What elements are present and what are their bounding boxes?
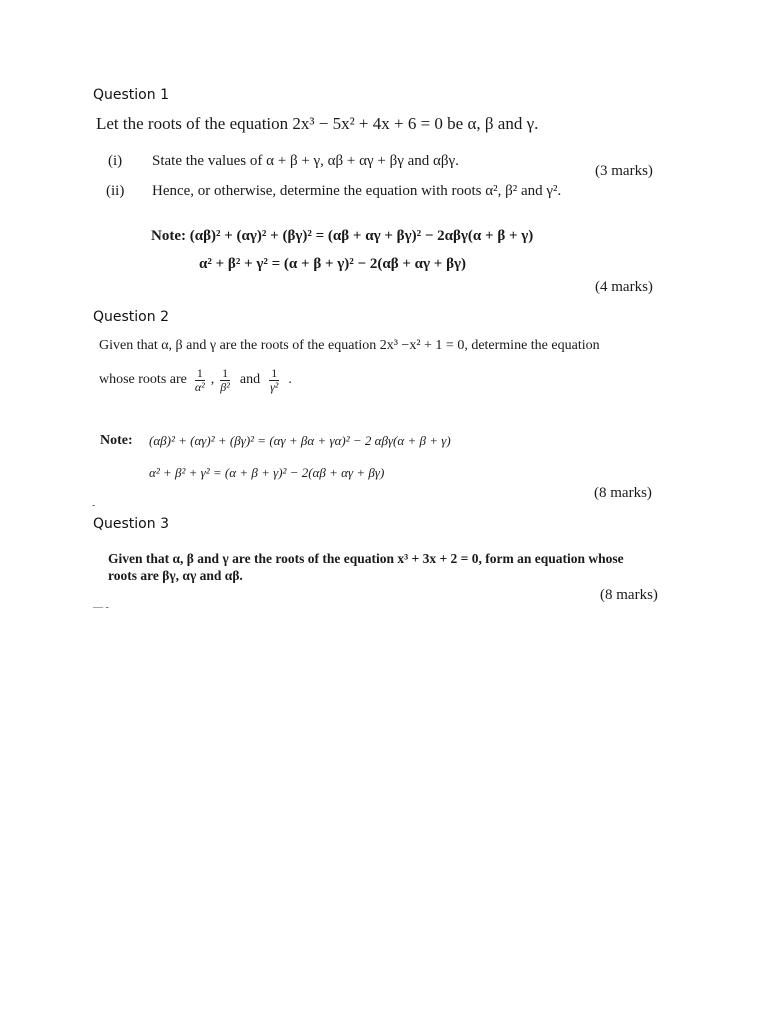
- q2-line-2: whose roots are $\frac{1}{\text{α²}}$ , $\frac{1}{\text{β²}}$ and $\frac{1}{\text{γ²}}$ .: [99, 365, 292, 394]
- q3-line-1: Given that α, β and γ are the roots of the equation x³ + 3x + 2 = 0, form an equation whose: [108, 551, 624, 566]
- q2-line-2-prefix: whose roots are: [99, 372, 187, 387]
- question-1-heading: Question 1: [93, 87, 169, 103]
- q1-intro: Let the roots of the equation 2x³ − 5x² + 4x + 6 = 0 be α, β and γ.: [96, 114, 539, 133]
- fraction-numerator: 1: [222, 365, 229, 380]
- q1-note-line-2: α² + β² + γ² = (α + β + γ)² − 2(αβ + αγ + βγ): [199, 256, 467, 272]
- fraction-denominator: α²: [194, 379, 205, 394]
- q2-note-label: Note:: [100, 433, 133, 448]
- q2-note-line-1: (αβ)² + (αγ)² + (βγ)² = (αγ + βα + γα)² − 2 αβγ(α + β + γ): [149, 433, 451, 448]
- q1-part-ii-label: (ii): [106, 183, 125, 199]
- q2-line-2-suffix: .: [288, 372, 292, 387]
- q1-part-i-text: State the values of α + β + γ, αβ + αγ + βγ and αβγ.: [152, 153, 459, 169]
- q2-marks: (8 marks): [594, 485, 652, 501]
- q1-part-ii-text: Hence, or otherwise, determine the equation with roots α², β² and γ².: [152, 183, 562, 199]
- question-3-heading: Question 3: [93, 516, 169, 532]
- fraction-numerator: 1: [196, 365, 203, 380]
- fraction-numerator: 1: [271, 365, 278, 380]
- q2-note-line-2: α² + β² + γ² = (α + β + γ)² − 2(αβ + αγ + βγ): [149, 465, 385, 480]
- q2-and-word: and: [239, 372, 261, 387]
- q1-part-i-marks: (3 marks): [595, 163, 653, 179]
- q1-part-i-label: (i): [108, 153, 123, 169]
- q1-note-line-1: Note: (αβ)² + (αγ)² + (βγ)² = (αβ + αγ + βγ)² − 2αβγ(α + β + γ): [151, 228, 534, 244]
- q2-stray-mark: -: [92, 500, 96, 511]
- q3-marks: (8 marks): [600, 587, 658, 603]
- fraction-one-over-beta-squared: [218, 367, 232, 394]
- q3-line-2: roots are βγ, αγ and αβ.: [108, 568, 243, 583]
- question-2-heading: Question 2: [93, 309, 169, 325]
- fraction-denominator: β²: [220, 379, 230, 394]
- q3-stray-mark: — -: [93, 602, 109, 613]
- fraction-denominator: γ²: [270, 379, 279, 394]
- fraction-one-over-alpha-squared: [193, 367, 207, 394]
- q1-part-ii-marks: (4 marks): [595, 279, 653, 295]
- q2-line-1: Given that α, β and γ are the roots of the equation 2x³ −x² + 1 = 0, determine the equation: [99, 338, 600, 353]
- fraction-one-over-gamma-squared: [268, 367, 280, 394]
